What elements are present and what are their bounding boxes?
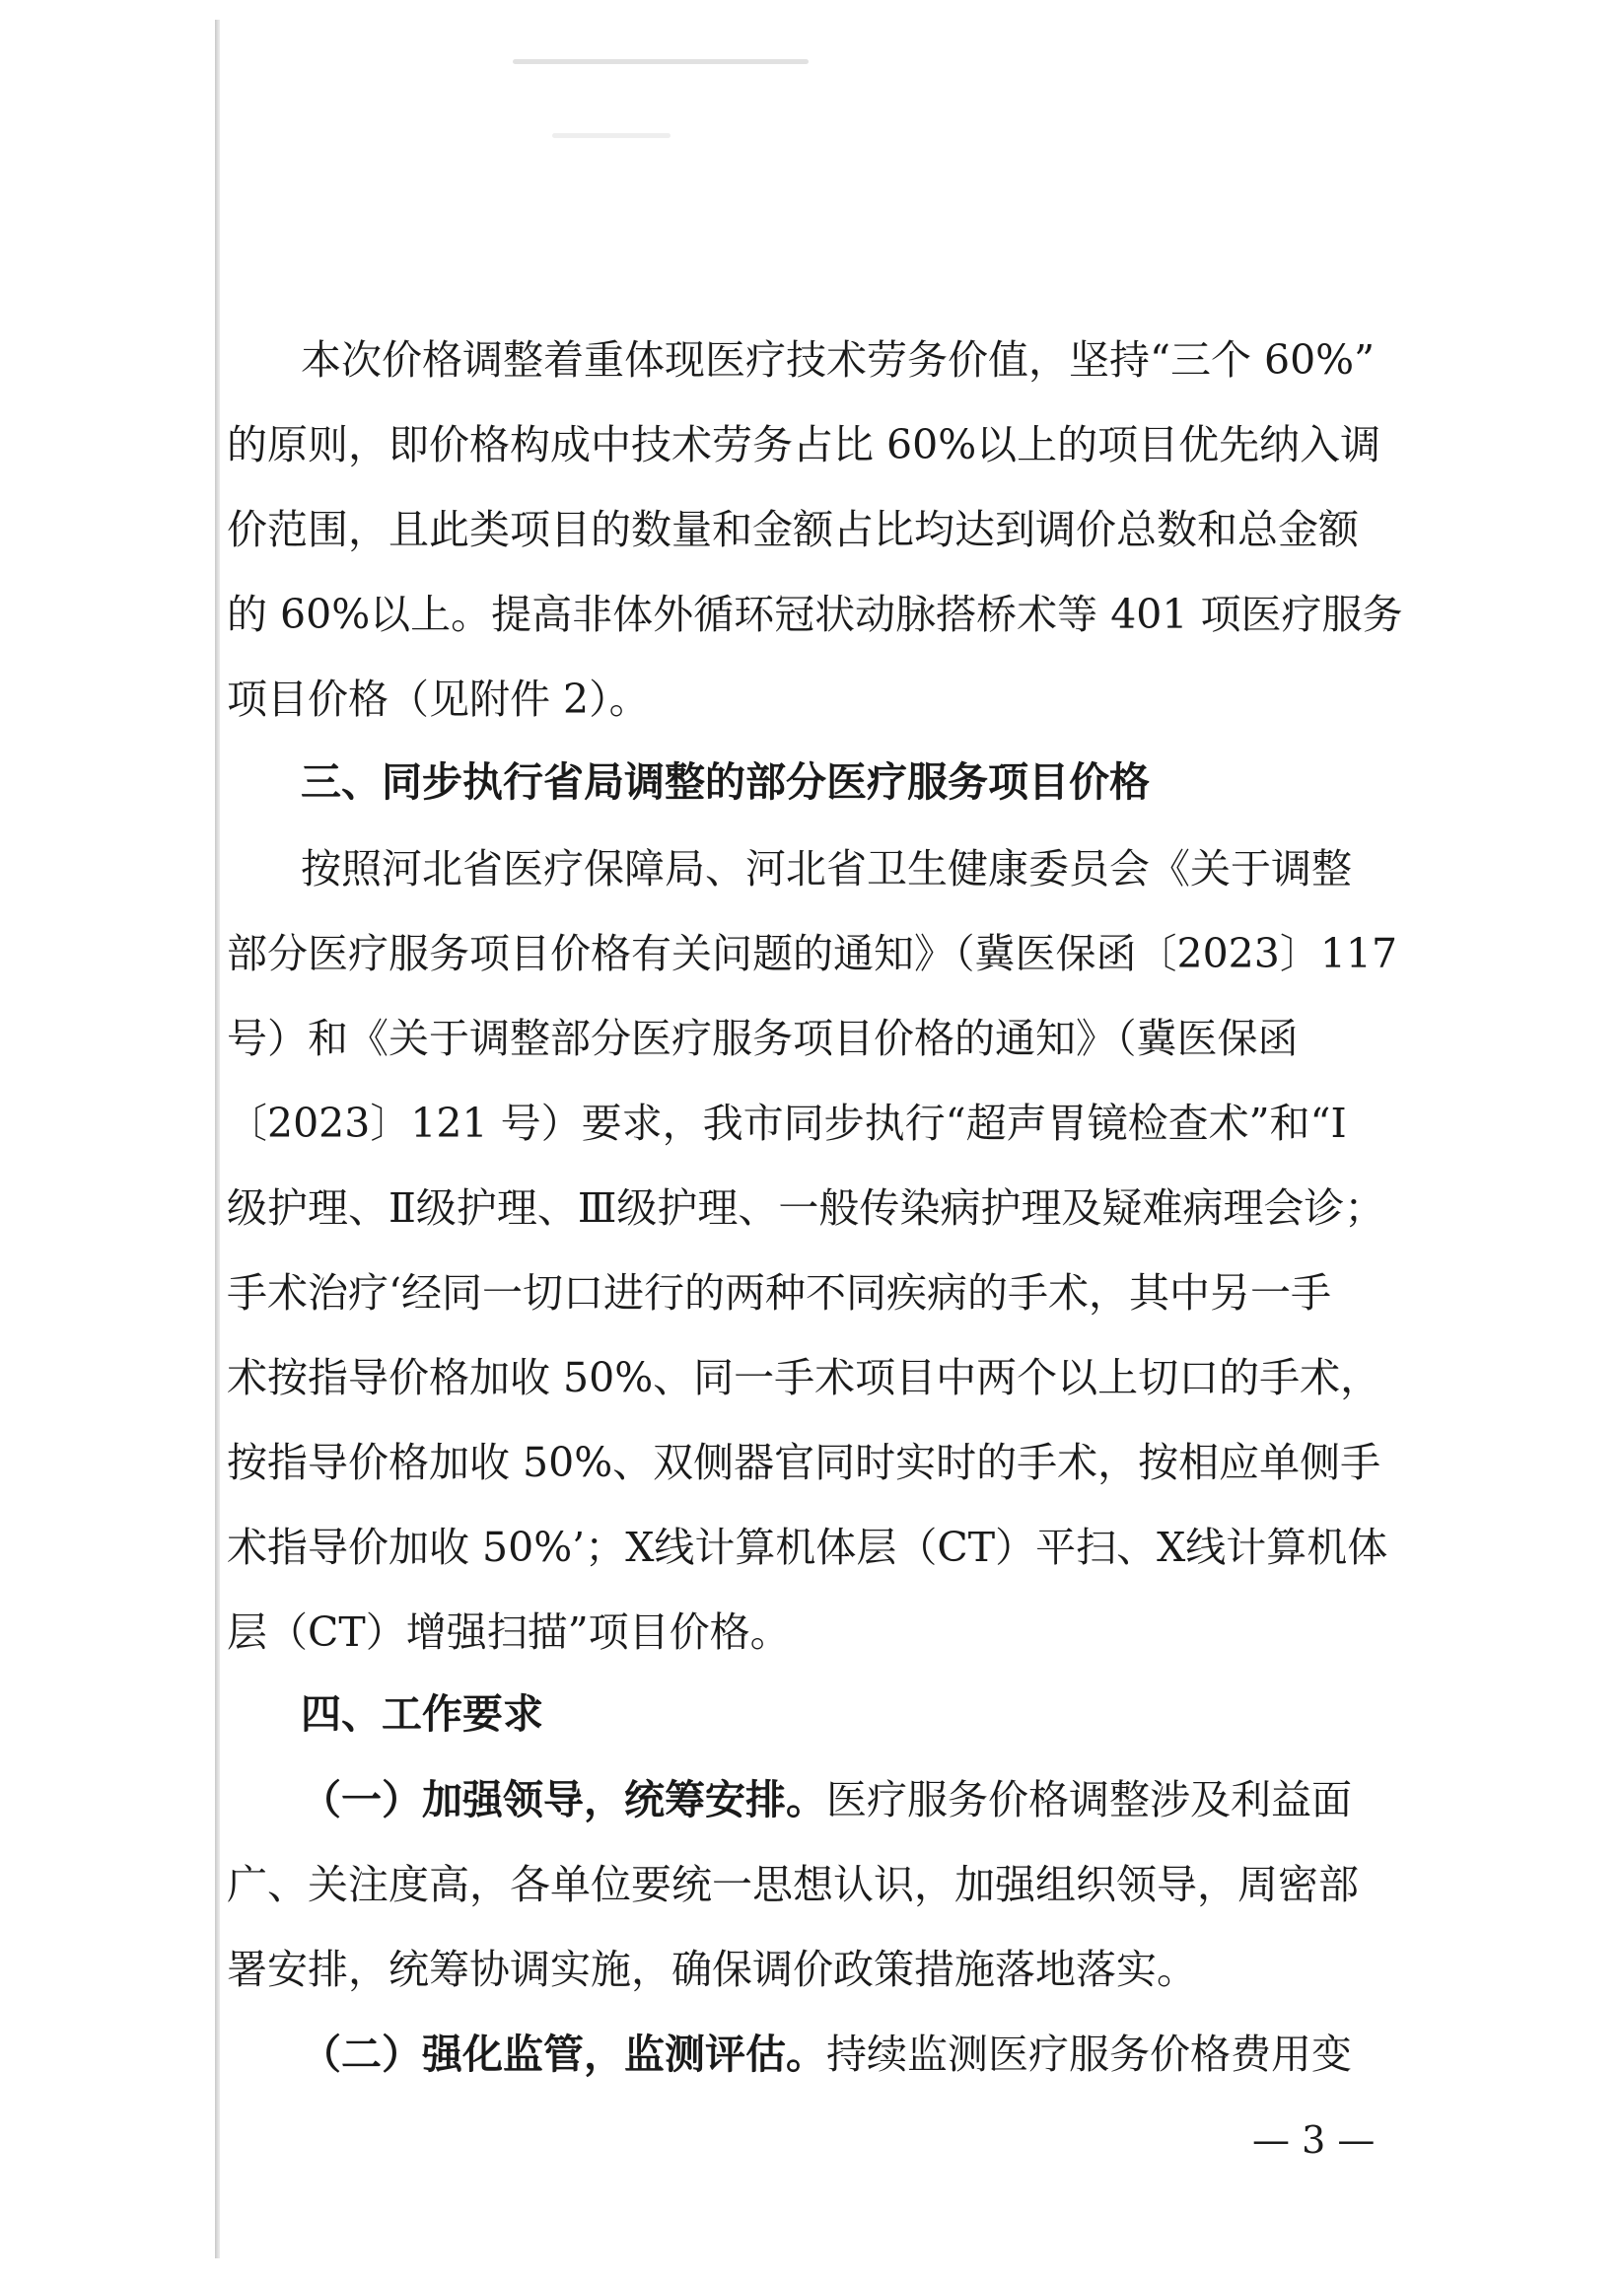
paragraph-lead: （二）强化监管，监测评估。 xyxy=(301,2031,826,2078)
paragraph-line: 按指导价格加收 50%、双侧器官同时实时的手术，按相应单侧手 xyxy=(227,1439,1381,1486)
paragraph-line: 价范围，且此类项目的数量和金额占比均达到调价总数和总金额 xyxy=(227,506,1359,553)
paragraph-text: 医疗服务价格调整涉及利益面 xyxy=(826,1776,1352,1823)
paragraph-line: 广、关注度高，各单位要统一思想认识，加强组织领导，周密部 xyxy=(227,1861,1359,1908)
paragraph-line: 层（CT）增强扫描”项目价格。 xyxy=(227,1608,791,1656)
paragraph-line: 的 60%以上。提高非体外循环冠状动脉搭桥术等 401 项医疗服务 xyxy=(227,591,1403,638)
paragraph-line: 手术治疗‘经同一切口进行的两种不同疾病的手术，其中另一手 xyxy=(227,1269,1332,1317)
paragraph-line xyxy=(301,1757,1523,1842)
paragraph-line: 号）和《关于调整部分医疗服务项目价格的通知》（冀医保函 xyxy=(227,1015,1299,1062)
paragraph-line: 按照河北省医疗保障局、河北省卫生健康委员会《关于调整 xyxy=(301,845,1352,892)
scan-speckle xyxy=(513,59,809,64)
paragraph-line: 部分医疗服务项目价格有关问题的通知》（冀医保函〔2023〕117 xyxy=(227,930,1398,977)
page-number: — 3 — xyxy=(1252,2118,1376,2162)
section-heading-4: 四、工作要求 xyxy=(301,1690,543,1738)
paragraph-line: 术按指导价格加收 50%、同一手术项目中两个以上切口的手术， xyxy=(227,1354,1381,1401)
paragraph-line: 署安排，统筹协调实施，确保调价政策措施落地落实。 xyxy=(227,1946,1197,1993)
scan-page-edge xyxy=(215,20,220,2258)
paragraph-line: 级护理、Ⅱ级护理、Ⅲ级护理、一般传染病护理及疑难病理会诊； xyxy=(227,1184,1385,1232)
paragraph-lead: （一）加强领导，统筹安排。 xyxy=(301,1776,826,1823)
paragraph-line: 术指导价加收 50%’；X线计算机体层（CT）平扫、X线计算机体 xyxy=(227,1524,1388,1571)
section-heading-3: 三、同步执行省局调整的部分医疗服务项目价格 xyxy=(301,758,1150,806)
paragraph-line: 项目价格（见附件 2）。 xyxy=(227,676,650,723)
paragraph-line: 本次价格调整着重体现医疗技术劳务价值，坚持“三个 60%” xyxy=(301,336,1376,384)
paragraph-text: 持续监测医疗服务价格费用变 xyxy=(826,2031,1352,2078)
paragraph-line: 〔2023〕121 号）要求，我市同步执行“超声胃镜检查术”和“Ⅰ xyxy=(227,1100,1347,1147)
paragraph-line: 的原则，即价格构成中技术劳务占比 60%以上的项目优先纳入调 xyxy=(227,421,1381,468)
scan-speckle xyxy=(552,133,671,138)
paragraph-line xyxy=(301,2012,1523,2097)
